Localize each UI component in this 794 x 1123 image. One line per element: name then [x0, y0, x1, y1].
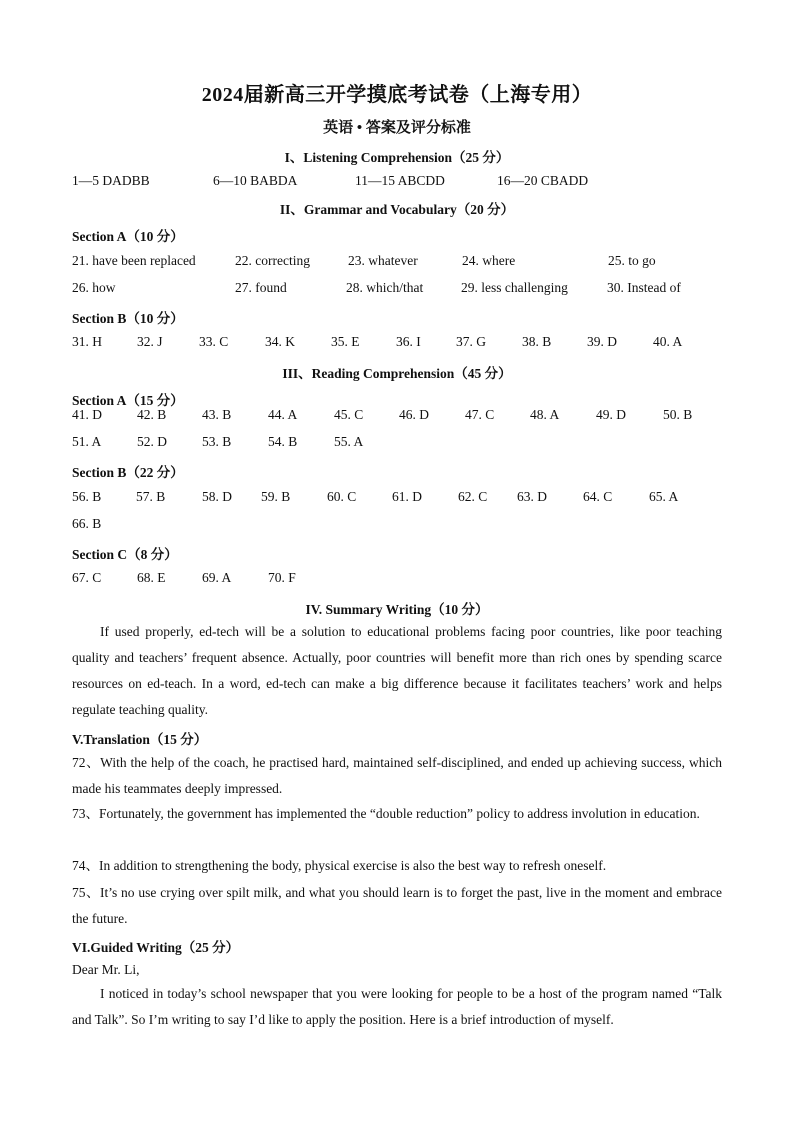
- answer-item: 39. D: [587, 334, 617, 349]
- answer-item: 28. which/that: [346, 280, 424, 295]
- summary-heading: IV. Summary Writing（10 分）: [305, 602, 489, 617]
- translation-item-75: 75、It’s no use crying over spilt milk, and what you should learn is to forget the past, live in the moment and embrace the future.: [72, 885, 722, 926]
- listening-heading: I、Listening Comprehension（25 分）: [284, 150, 510, 165]
- answer-item: 69. A: [202, 570, 232, 585]
- answer-item: 21. have been replaced: [72, 253, 196, 268]
- answer-item: 38. B: [522, 334, 552, 349]
- answer-item: 41. D: [72, 407, 102, 422]
- answer-item: 59. B: [261, 489, 291, 504]
- answer-item: 1—5 DADBB: [72, 173, 150, 188]
- reading-heading: III、Reading Comprehension（45 分）: [282, 366, 512, 381]
- answer-item: 32. J: [137, 334, 163, 349]
- answer-item: 60. C: [327, 489, 357, 504]
- answer-item: 57. B: [136, 489, 166, 504]
- answer-item: 40. A: [653, 334, 683, 349]
- answer-item: 52. D: [137, 434, 167, 449]
- answer-item: 27. found: [235, 280, 287, 295]
- reading-section-b-label: Section B（22 分）: [72, 465, 184, 480]
- page-title: 2024届新高三开学摸底考试卷（上海专用）: [201, 84, 593, 106]
- answer-item: 29. less challenging: [461, 280, 568, 295]
- summary-paragraph: If used properly, ed-tech will be a solution to educational problems facing poor countries, like poor teaching quality and teachers’ frequent absence. Actually, poor countries will benefit more than rich ones by spending scarce resources on ed-teach. In a word, ed-tech can make a big difference because it facilitates teachers’ work and helps regulate teaching quality.: [72, 624, 722, 717]
- answer-item: 6—10 BABDA: [213, 173, 298, 188]
- answer-item: 34. K: [265, 334, 295, 349]
- answer-item: 37. G: [456, 334, 486, 349]
- answer-item: 49. D: [596, 407, 626, 422]
- answer-item: 16—20 CBADD: [497, 173, 589, 188]
- answer-item: 54. B: [268, 434, 298, 449]
- answer-item: 33. C: [199, 334, 229, 349]
- answer-item: 25. to go: [608, 253, 656, 268]
- guided-writing-heading: VI.Guided Writing（25 分）: [72, 940, 240, 955]
- page-subtitle: 英语 • 答案及评分标准: [323, 120, 471, 136]
- answer-item: 31. H: [72, 334, 102, 349]
- answer-item: 44. A: [268, 407, 298, 422]
- reading-section-a-label: Section A（15 分）: [72, 393, 184, 408]
- answer-item: 64. C: [583, 489, 613, 504]
- answer-item: 55. A: [334, 434, 364, 449]
- answer-item: 48. A: [530, 407, 560, 422]
- answer-item: 22. correcting: [235, 253, 310, 268]
- answer-item: 43. B: [202, 407, 232, 422]
- answer-item: 58. D: [202, 489, 232, 504]
- letter-body: I noticed in today’s school newspaper that you were looking for people to be a host of the program named “Talk and Talk”. So I’m writing to say I’d like to apply the position. Here is a brief introduction of myself.: [72, 986, 722, 1027]
- answer-item: 63. D: [517, 489, 547, 504]
- answer-item: 45. C: [334, 407, 364, 422]
- grammar-heading: II、Grammar and Vocabulary（20 分）: [279, 202, 515, 217]
- answer-item: 24. where: [462, 253, 516, 268]
- answer-item: 53. B: [202, 434, 232, 449]
- letter-salutation: Dear Mr. Li,: [72, 962, 140, 977]
- grammar-section-b-label: Section B（10 分）: [72, 311, 184, 326]
- answer-item: 65. A: [649, 489, 679, 504]
- answer-item: 61. D: [392, 489, 422, 504]
- answer-item: 47. C: [465, 407, 495, 422]
- translation-item-72: 72、With the help of the coach, he practised hard, maintained self-disciplined, and ended up achieving success, which made his teammates deeply impressed.: [72, 755, 722, 796]
- answer-item: 35. E: [331, 334, 360, 349]
- translation-item-74: 74、In addition to strengthening the body, physical exercise is also the best way to refresh oneself.: [72, 858, 607, 873]
- answer-item: 67. C: [72, 570, 102, 585]
- answer-item: 70. F: [268, 570, 296, 585]
- answer-item: 66. B: [72, 516, 102, 531]
- reading-section-c-label: Section C（8 分）: [72, 547, 178, 562]
- answer-item: 68. E: [137, 570, 166, 585]
- answer-item: 30. Instead of: [607, 280, 681, 295]
- grammar-section-a-label: Section A（10 分）: [72, 229, 184, 244]
- answer-item: 50. B: [663, 407, 693, 422]
- translation-item-73: 73、Fortunately, the government has implemented the “double reduction” policy to address involution in education.: [72, 806, 700, 821]
- answer-item: 42. B: [137, 407, 167, 422]
- answer-item: 56. B: [72, 489, 102, 504]
- answer-item: 36. I: [396, 334, 421, 349]
- answer-item: 26. how: [72, 280, 116, 295]
- answer-item: 62. C: [458, 489, 488, 504]
- answer-item: 51. A: [72, 434, 102, 449]
- answer-item: 23. whatever: [348, 253, 418, 268]
- answer-item: 46. D: [399, 407, 429, 422]
- answer-item: 11—15 ABCDD: [355, 173, 445, 188]
- translation-heading: V.Translation（15 分）: [72, 732, 208, 747]
